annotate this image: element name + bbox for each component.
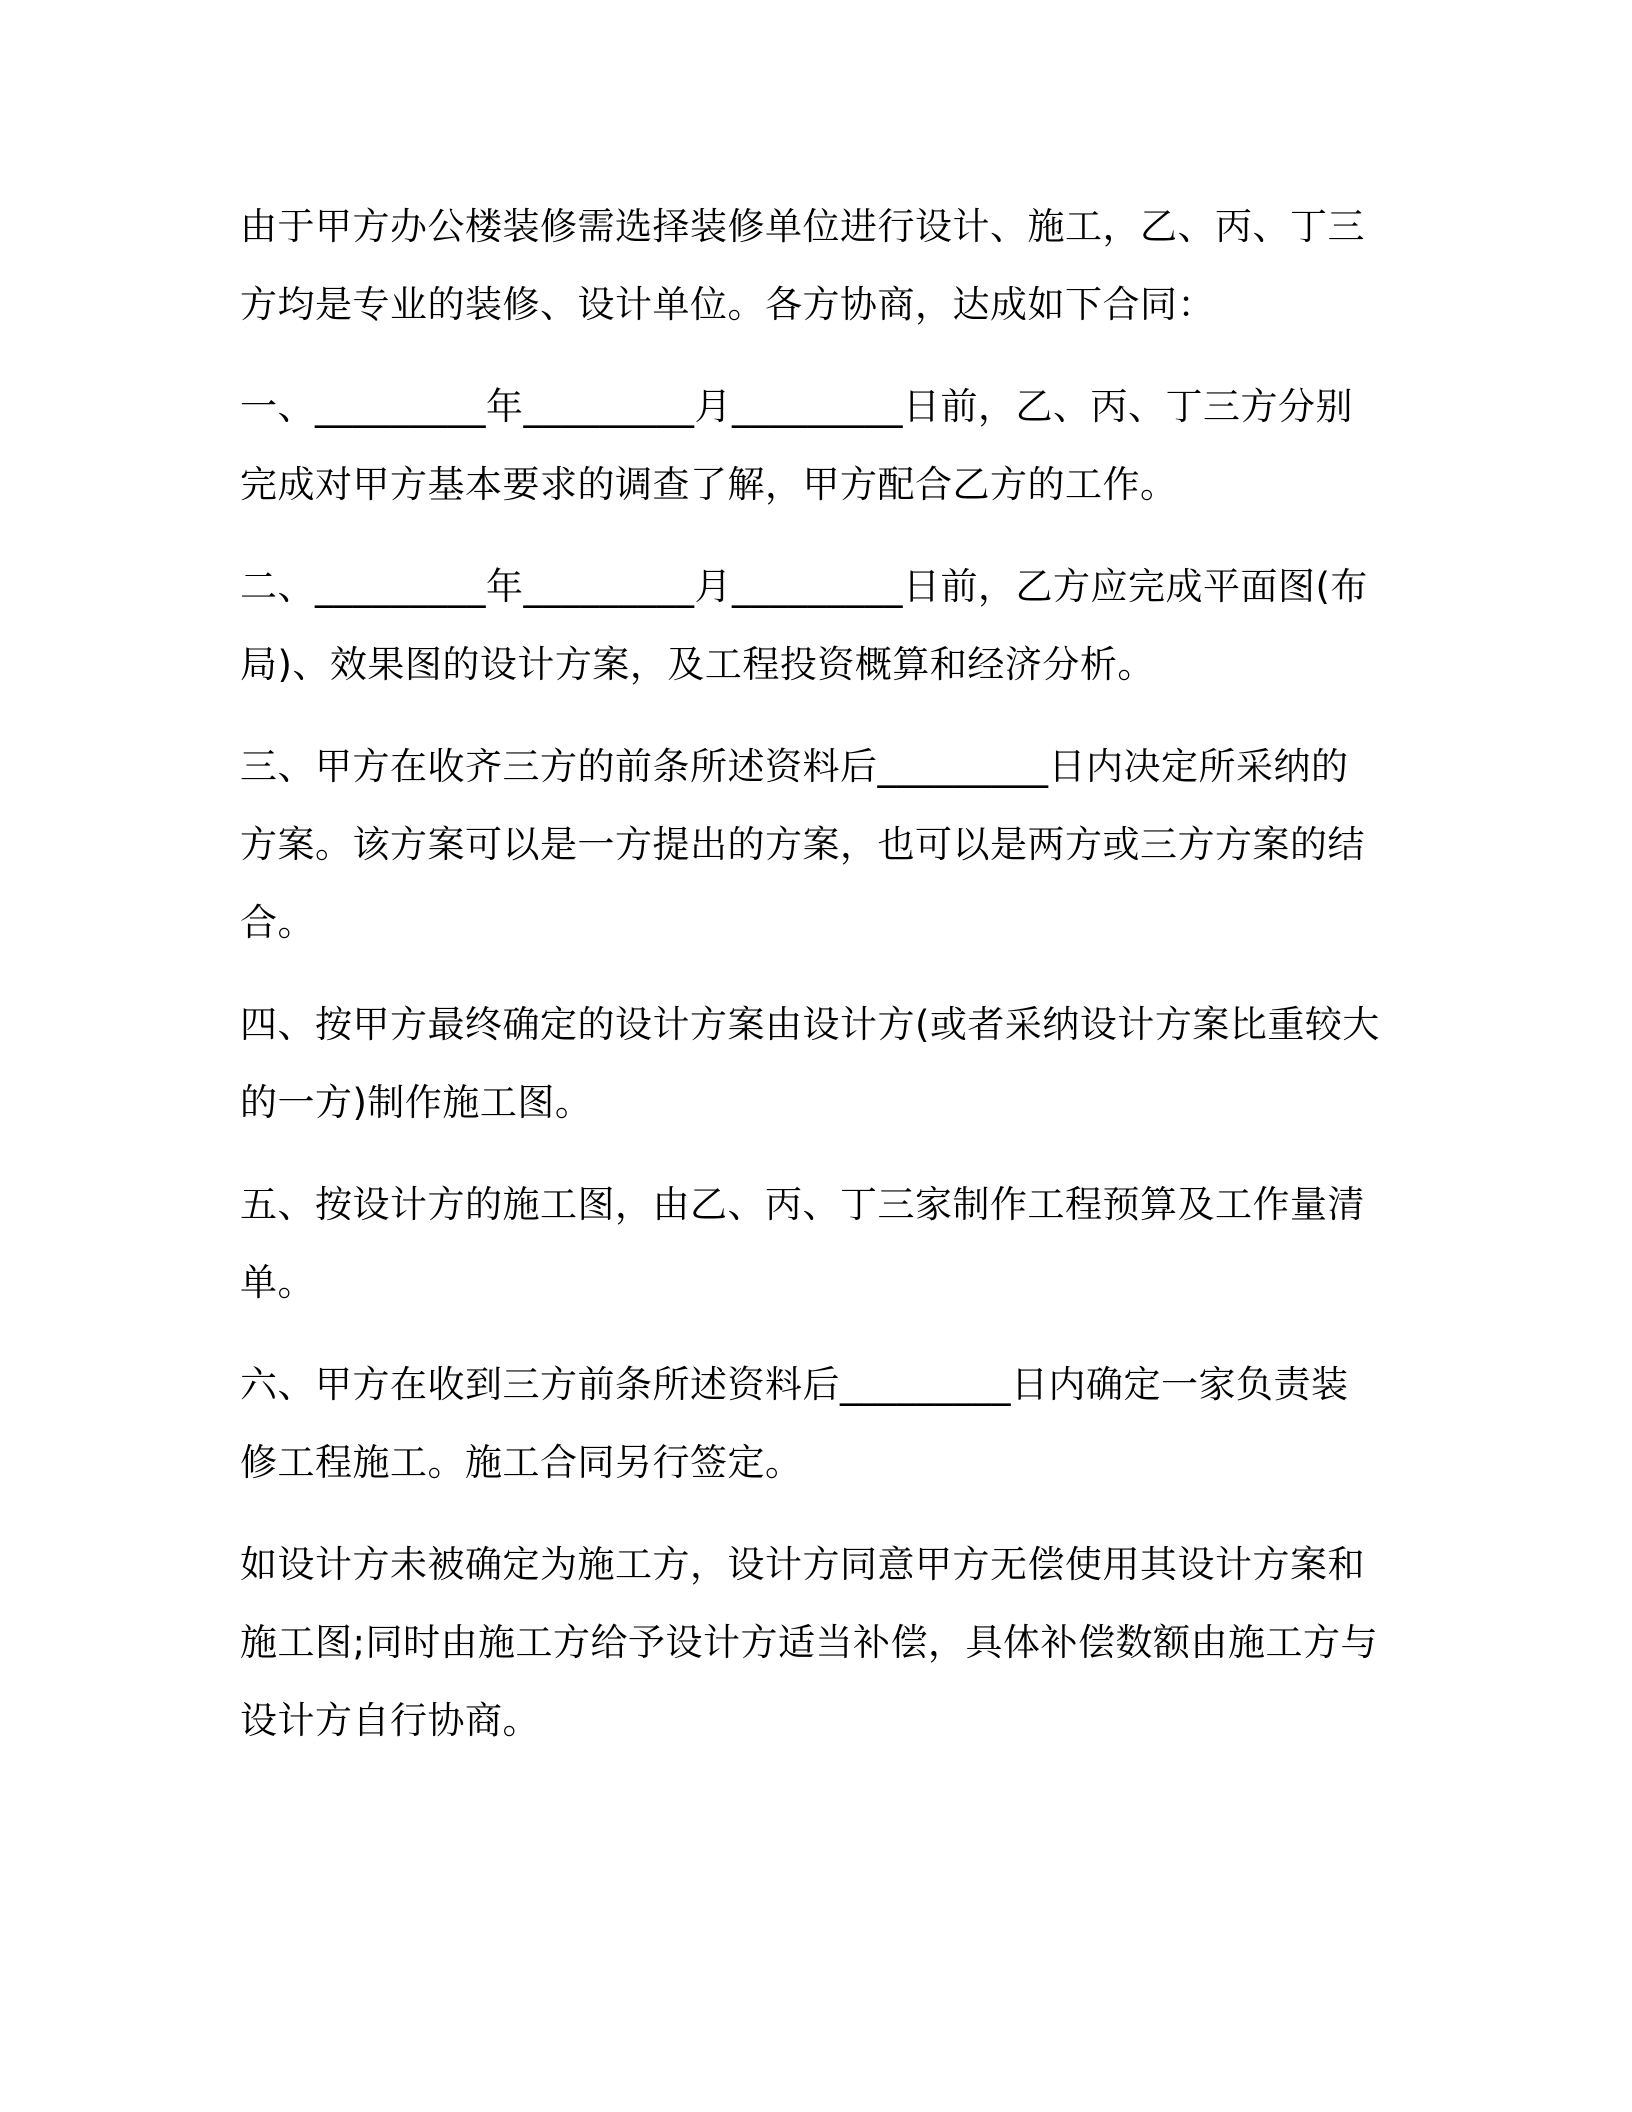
paragraph-clause-6: 六、甲方在收到三方前条所述资料后_________日内确定一家负责装修工程施工。施工合同另行签定。	[240, 1363, 1349, 1484]
document-body	[240, 188, 1380, 1784]
paragraph-clause-1: 一、_________年_________月_________日前，乙、丙、丁三方分别完成对甲方基本要求的调查了解，甲方配合乙方的工作。	[240, 385, 1353, 506]
paragraph-note: 如设计方未被确定为施工方，设计方同意甲方无偿使用其设计方案和施工图;同时由施工方给予设计方适当补偿，具体补偿数额由施工方与设计方自行协商。	[240, 1543, 1378, 1742]
paragraph-clause-3: 三、甲方在收齐三方的前条所述资料后_________日内决定所采纳的方案。该方案可以是一方提出的方案，也可以是两方或三方方案的结合。	[240, 745, 1365, 944]
paragraph-intro: 由于甲方办公楼装修需选择装修单位进行设计、施工，乙、丙、丁三方均是专业的装修、设计单位。各方协商，达成如下合同：	[240, 205, 1365, 326]
paragraph-clause-2: 二、_________年_________月_________日前，乙方应完成平面图(布局)、效果图的设计方案，及工程投资概算和经济分析。	[240, 565, 1368, 686]
paragraph-clause-4: 四、按甲方最终确定的设计方案由设计方(或者采纳设计方案比重较大的一方)制作施工图。	[240, 1003, 1380, 1124]
paragraph-clause-5: 五、按设计方的施工图，由乙、丙、丁三家制作工程预算及工作量清单。	[240, 1183, 1365, 1304]
